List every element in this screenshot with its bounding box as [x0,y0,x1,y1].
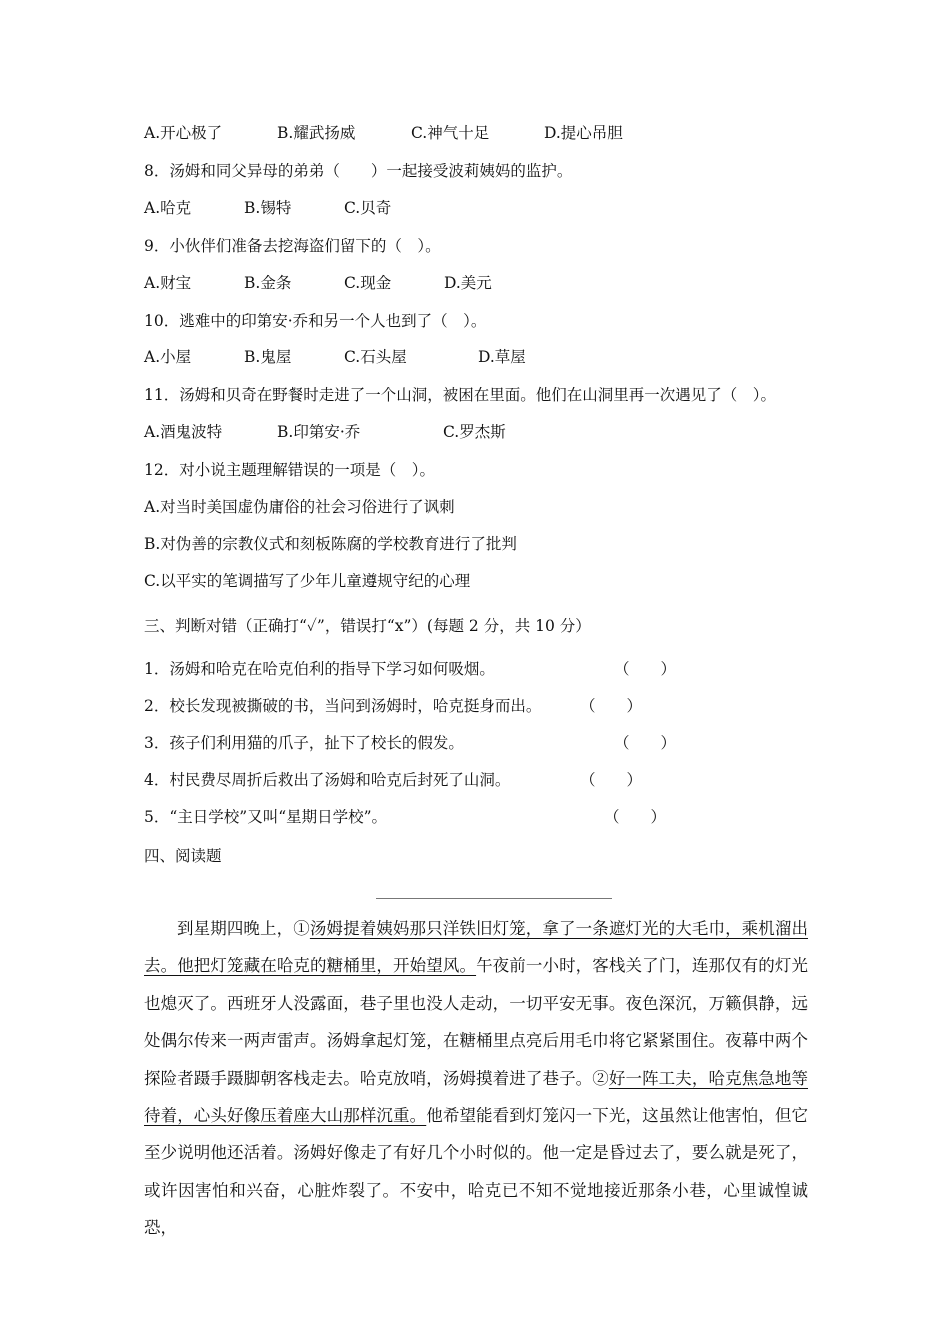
q7-option-c: C.神气十足 [411,124,490,142]
q10-option-c: C.石头屋 [344,348,407,366]
q12-question: 12．对小说主题理解错误的一项是（ ）。 [144,461,435,479]
q10-option-d: D.草屋 [478,348,526,366]
passage-text: 他希望能看到灯笼闪一下光，这虽然让他害怕，但它至少说明他还活着。汤姆好像走了有好几个小时似的。他一定是昏过去了，要么就是死了，或许因害怕和兴奋，心脏炸裂了。不安中，哈克已不知不觉地接近那条小巷，心里诚惶诚恐， [144,1106,809,1238]
q10-options [144,347,526,367]
q12-option-a: A.对当时美国虚伪庸俗的社会习俗进行了讽刺 [144,498,455,516]
q11-option-a: A.酒鬼波特 [144,423,223,441]
q10-question: 10．逃难中的印第安·乔和另一个人也到了（ ）。 [144,312,487,330]
passage-text: 午夜前一小时，客栈关了门，连那仅有的灯光也熄灭了。西班牙人没露面，巷子里也没人走动，一切平安无事。夜色深沉，万籁俱静，远处偶尔传来一两声雷声。汤姆拿起灯笼，在糖桶里点亮后用毛巾将它紧紧围住。夜幕中两个探险者蹑手蹑脚朝客栈走去。哈克放哨，汤姆摸着进了巷子。② [144,956,809,1088]
q9-options [144,273,492,293]
reading-passage [144,910,808,1247]
tf-answer-bracket: （ ） [580,697,643,715]
tf-item-2 [144,696,643,716]
tf-item-text: 3．孩子们利用猫的爪子，扯下了校长的假发。 [144,734,464,752]
q8-option-c: C.贝奇 [344,199,392,217]
q7-option-b: B.耀武扬威 [277,124,356,142]
q12-option-b: B.对伪善的宗教仪式和刻板陈腐的学校教育进行了批判 [144,535,517,553]
tf-answer-bracket: （ ） [580,771,643,789]
q10-option-b: B.鬼屋 [244,348,292,366]
q10-option-a: A.小屋 [144,348,192,366]
tf-item-text: 1．汤姆和哈克在哈克伯利的指导下学习如何吸烟。 [144,660,495,678]
q9-option-a: A.财宝 [144,274,192,292]
q11-question: 11．汤姆和贝奇在野餐时走进了一个山洞，被困在里面。他们在山洞里再一次遇见了（ ）。 [144,386,776,404]
tf-item-text: 5．“主日学校”又叫“星期日学校”。 [144,808,388,826]
tf-item-5 [144,807,667,827]
q7-option-d: D.提心吊胆 [544,124,623,142]
q12-option-c: C.以平实的笔调描写了少年儿童遵规守纪的心理 [144,572,471,590]
q8-option-a: A.哈克 [144,199,192,217]
section4-title: 四、阅读题 [144,847,222,865]
tf-item-text: 2．校长发现被撕破的书，当问到汤姆时，哈克挺身而出。 [144,697,542,715]
tf-answer-bracket: （ ） [614,734,677,752]
tf-item-4 [144,770,643,790]
q11-option-c: C.罗杰斯 [443,423,506,441]
q9-option-b: B.金条 [244,274,292,292]
q11-option-b: B.印第安·乔 [277,423,361,441]
q9-question: 9．小伙伴们准备去挖海盗们留下的（ ）。 [144,237,441,255]
q9-option-d: D.美元 [444,274,492,292]
passage-text: 到星期四晚上，① [177,919,310,938]
q8-options [144,198,391,218]
q11-options [144,422,506,442]
tf-answer-bracket: （ ） [604,808,667,826]
underlined-sentence-2: 好一阵工夫，哈克焦急地等待着，心头好像压着座大山那样沉重。 [144,1068,809,1126]
tf-item-text: 4．村民费尽周折后救出了汤姆和哈克后封死了山洞。 [144,771,511,789]
tf-answer-bracket: （ ） [614,660,677,678]
tf-item-3 [144,733,677,753]
section3-title: 三、判断对错（正确打“✓”，错误打“x”）(每题 2 分，共 10 分） [144,617,591,635]
tf-item-1 [144,659,677,679]
q7-option-a: A.开心极了 [144,124,223,142]
q9-option-c: C.现金 [344,274,392,292]
q8-option-b: B.锡特 [244,199,292,217]
q7-options [144,123,623,143]
underlined-sentence-1: 汤姆提着姨妈那只洋铁旧灯笼，拿了一条遮灯光的大毛巾，乘机溜出去。他把灯笼藏在哈克的糖桶里，开始望风。 [144,919,809,976]
q8-question: 8．汤姆和同父异母的弟弟（ ）一起接受波莉姨妈的监护。 [144,162,573,180]
answer-rule [376,898,612,899]
